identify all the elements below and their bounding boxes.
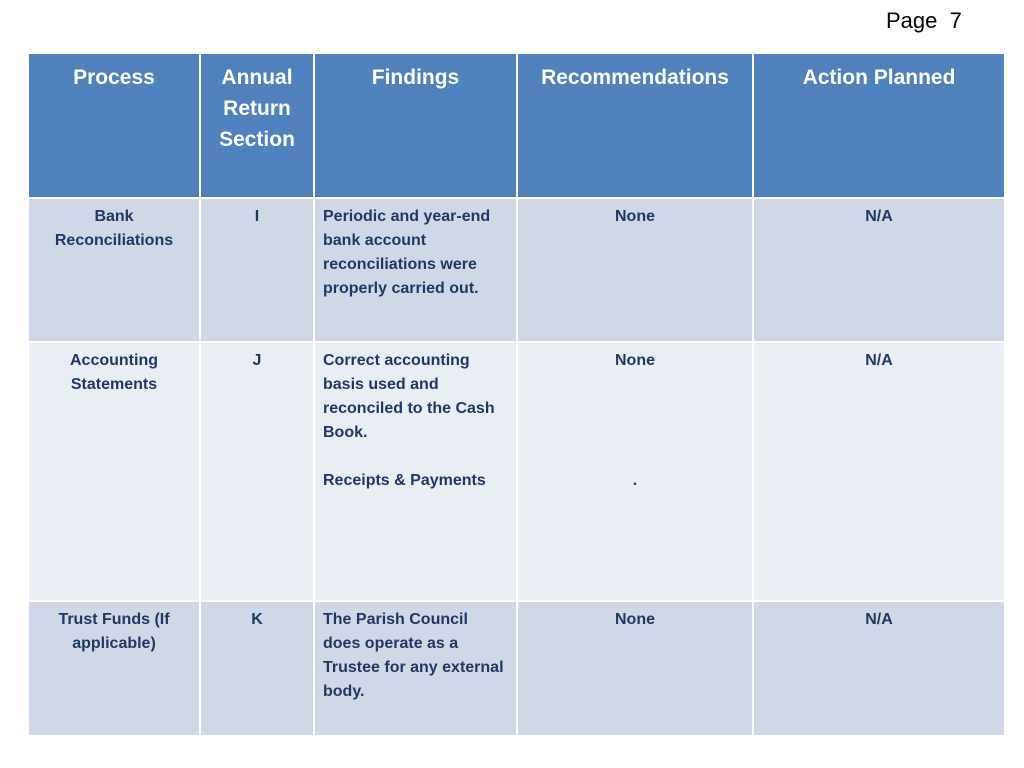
cell-section: J [200,342,314,601]
cell-findings: The Parish Council does operate as a Trustee for any external body. [314,601,517,736]
cell-recommendations: None [517,601,753,736]
cell-recommendations [517,342,753,601]
cell-process: Accounting Statements [28,342,200,601]
header-annual-return-section: Annual Return Section [200,53,314,198]
table-row [28,342,1005,601]
cell-section: I [200,198,314,342]
paragraph-gap [323,445,508,469]
page-number: Page 7 [886,8,962,33]
findings-text: Correct accounting basis used and reconciled to the Cash Book. [323,352,495,441]
header-recommendations: Recommendations [517,53,753,198]
cell-recommendations: None [517,198,753,342]
findings-extra-text: Receipts & Payments [323,472,486,489]
cell-findings: Periodic and year-end bank account reconciliations were properly carried out. [314,198,517,342]
cell-action: N/A [753,342,1005,601]
cell-process: Trust Funds (If applicable) [28,601,200,736]
table-header-row [28,53,1005,198]
cell-action: N/A [753,198,1005,342]
recommendations-text: None [615,352,655,369]
header-action-planned: Action Planned [753,53,1005,198]
table-row [28,198,1005,342]
header-findings: Findings [314,53,517,198]
recommendations-extra-text: . [632,472,638,489]
cell-section: K [200,601,314,736]
cell-findings [314,342,517,601]
audit-findings-table [27,52,1006,737]
table-row [28,601,1005,736]
cell-process: Bank Reconciliations [28,198,200,342]
header-process: Process [28,53,200,198]
cell-action: N/A [753,601,1005,736]
